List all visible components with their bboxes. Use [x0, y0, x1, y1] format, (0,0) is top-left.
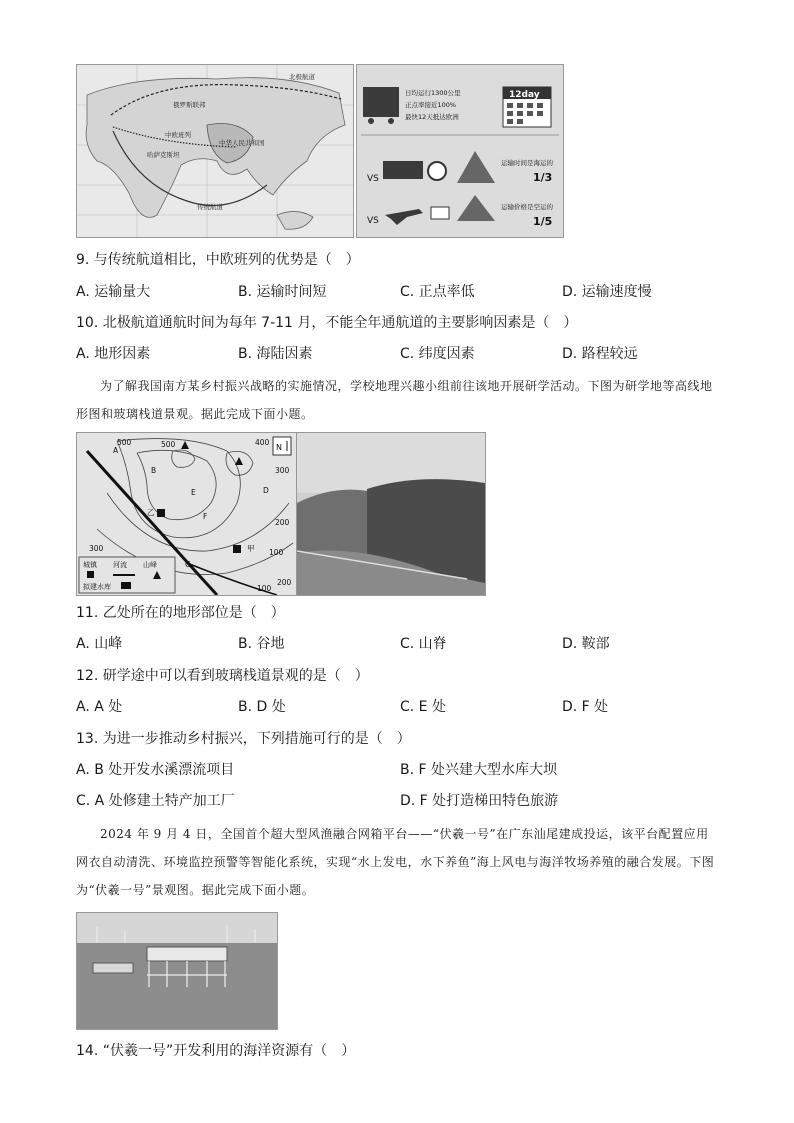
q10-option-d[interactable]: D. 路程较远 [562, 346, 638, 362]
label-traditional-route: 传统航道 [197, 203, 223, 211]
q13-stem: 13. 为进一步推动乡村振兴，下列措施可行的是（ ） [76, 731, 411, 747]
legend-town: 城镇 [83, 561, 97, 569]
compare1-text: 运输时间是海运的 [501, 159, 553, 167]
infographic-panel [356, 64, 564, 238]
point-jia: 甲 [247, 544, 255, 553]
contour-label-300: 300 [275, 466, 290, 475]
passage-fuxi [76, 820, 716, 904]
label-china-europe: 中欧班列 [165, 131, 191, 139]
q10-option-b[interactable]: B. 海陆因素 [238, 346, 313, 362]
point-e: E [191, 488, 196, 497]
passage-rural-study-text: 为了解我国南方某乡村振兴战略的实施情况，学校地理兴趣小组前往该地开展研学活动。下图为研学地等高线地形图和玻璃栈道景观。据此完成下面小题。 [76, 379, 713, 421]
route-map-figure [76, 64, 354, 238]
contour-label-500b: 500 [161, 440, 176, 449]
train-icon [363, 87, 399, 117]
point-d: D [263, 486, 269, 495]
passage-fuxi-text: 2024 年 9 月 4 日，全国首个超大型风渔融合网箱平台——“伏羲一号”在广东汕尾建成投运，该平台配置应用网衣自动清洗、环境监控预警等智能化系统，实现“水上发电，水下养鱼”海上风电与海洋牧场养殖的融合发展。下图为“伏羲一号”景观图。据此完成下面小题。 [76, 827, 715, 897]
clock-icon [428, 162, 446, 180]
compare1-value: 1/3 [533, 171, 553, 184]
q9-option-b[interactable]: B. 运输时间短 [238, 284, 327, 300]
q9-option-d[interactable]: D. 运输速度慢 [562, 284, 652, 300]
calendar-label: 12day [509, 90, 540, 100]
money-icon [431, 207, 449, 219]
q12-stem: 12. 研学途中可以看到玻璃栈道景观的是（ ） [76, 668, 369, 684]
glass-walkway-photo [296, 432, 486, 596]
q14-stem: 14. “伏羲一号”开发利用的海洋资源有（ ） [76, 1043, 356, 1059]
boat-icon [93, 963, 133, 973]
contour-label-400: 400 [255, 438, 270, 447]
legend-reservoir: 拟建水库 [83, 583, 111, 591]
vs-label-1: VS [367, 174, 379, 184]
contour-map-figure [76, 432, 298, 596]
peak-icon-2 [235, 457, 243, 465]
contour-label-200b: 200 [277, 578, 292, 587]
peak-icon-1 [181, 441, 189, 449]
contour-map [77, 433, 297, 595]
q12-option-c[interactable]: C. E 处 [400, 699, 446, 715]
q12-option-a[interactable]: A. A 处 [76, 699, 123, 715]
vs-label-2: VS [367, 216, 379, 226]
point-a: A [113, 446, 119, 455]
label-russia: 俄罗斯联邦 [173, 101, 206, 109]
q10-option-c[interactable]: C. 纬度因素 [400, 346, 475, 362]
contour-label-300b: 300 [89, 544, 104, 553]
point-b: B [151, 466, 157, 475]
q9-stem: 9. 与传统航道相比，中欧班列的优势是（ ） [76, 252, 360, 268]
point-c: C [185, 560, 191, 569]
q11-option-c[interactable]: C. 山脊 [400, 636, 447, 652]
ship-icon [383, 161, 423, 179]
contour-label-500: 500 [117, 438, 132, 447]
q13-option-b[interactable]: B. F 处兴建大型水库大坝 [400, 762, 558, 778]
q10-stem: 10. 北极航道通航时间为每年 7-11 月，不能全年通航道的主要影响因素是（ ） [76, 315, 578, 331]
q13-option-a[interactable]: A. B 处开发水溪漂流项目 [76, 762, 235, 778]
label-arctic-route: 北极航道 [289, 73, 315, 81]
q11-option-b[interactable]: B. 谷地 [238, 636, 285, 652]
q12-option-b[interactable]: B. D 处 [238, 699, 286, 715]
legend-river: 河流 [113, 561, 127, 569]
q11-option-a[interactable]: A. 山峰 [76, 636, 123, 652]
info-line1: 日均运行1300公里 [405, 89, 461, 97]
plane-icon [385, 209, 423, 225]
fuxi-platform-photo [76, 912, 278, 1030]
north-arrow: N [276, 443, 282, 452]
compare2-text: 运输价格是空运的 [501, 203, 553, 211]
q11-stem: 11. 乙处所在的地形部位是（ ） [76, 605, 285, 621]
point-yi: 乙 [147, 508, 155, 517]
q9-option-c[interactable]: C. 正点率低 [400, 284, 475, 300]
town-icon-jia [233, 545, 241, 553]
point-f: F [203, 512, 208, 521]
compare2-value: 1/5 [533, 215, 553, 228]
triangle-icon [457, 151, 495, 183]
q9-option-a[interactable]: A. 运输量大 [76, 284, 151, 300]
contour-label-100b: 100 [257, 584, 272, 593]
contour-label-200: 200 [275, 518, 290, 527]
label-kazakhstan: 哈萨克斯坦 [147, 151, 180, 159]
info-line2: 正点率接近100% [405, 101, 457, 109]
q13-option-c[interactable]: C. A 处修建土特产加工厂 [76, 793, 235, 809]
town-icon-yi [157, 509, 165, 517]
passage-rural-study [76, 372, 716, 428]
q11-option-d[interactable]: D. 鞍部 [562, 636, 610, 652]
q10-option-a[interactable]: A. 地形因素 [76, 346, 151, 362]
info-line3: 最快12天抵达欧洲 [405, 113, 459, 121]
platform-deck [147, 947, 227, 961]
q13-option-d[interactable]: D. F 处打造梯田特色旅游 [400, 793, 559, 809]
legend-peak: 山峰 [143, 561, 157, 569]
contour-label-100: 100 [269, 548, 284, 557]
route-map [77, 65, 353, 237]
q12-option-d[interactable]: D. F 处 [562, 699, 609, 715]
label-china: 中华人民共和国 [219, 139, 265, 147]
infographic [357, 65, 563, 237]
